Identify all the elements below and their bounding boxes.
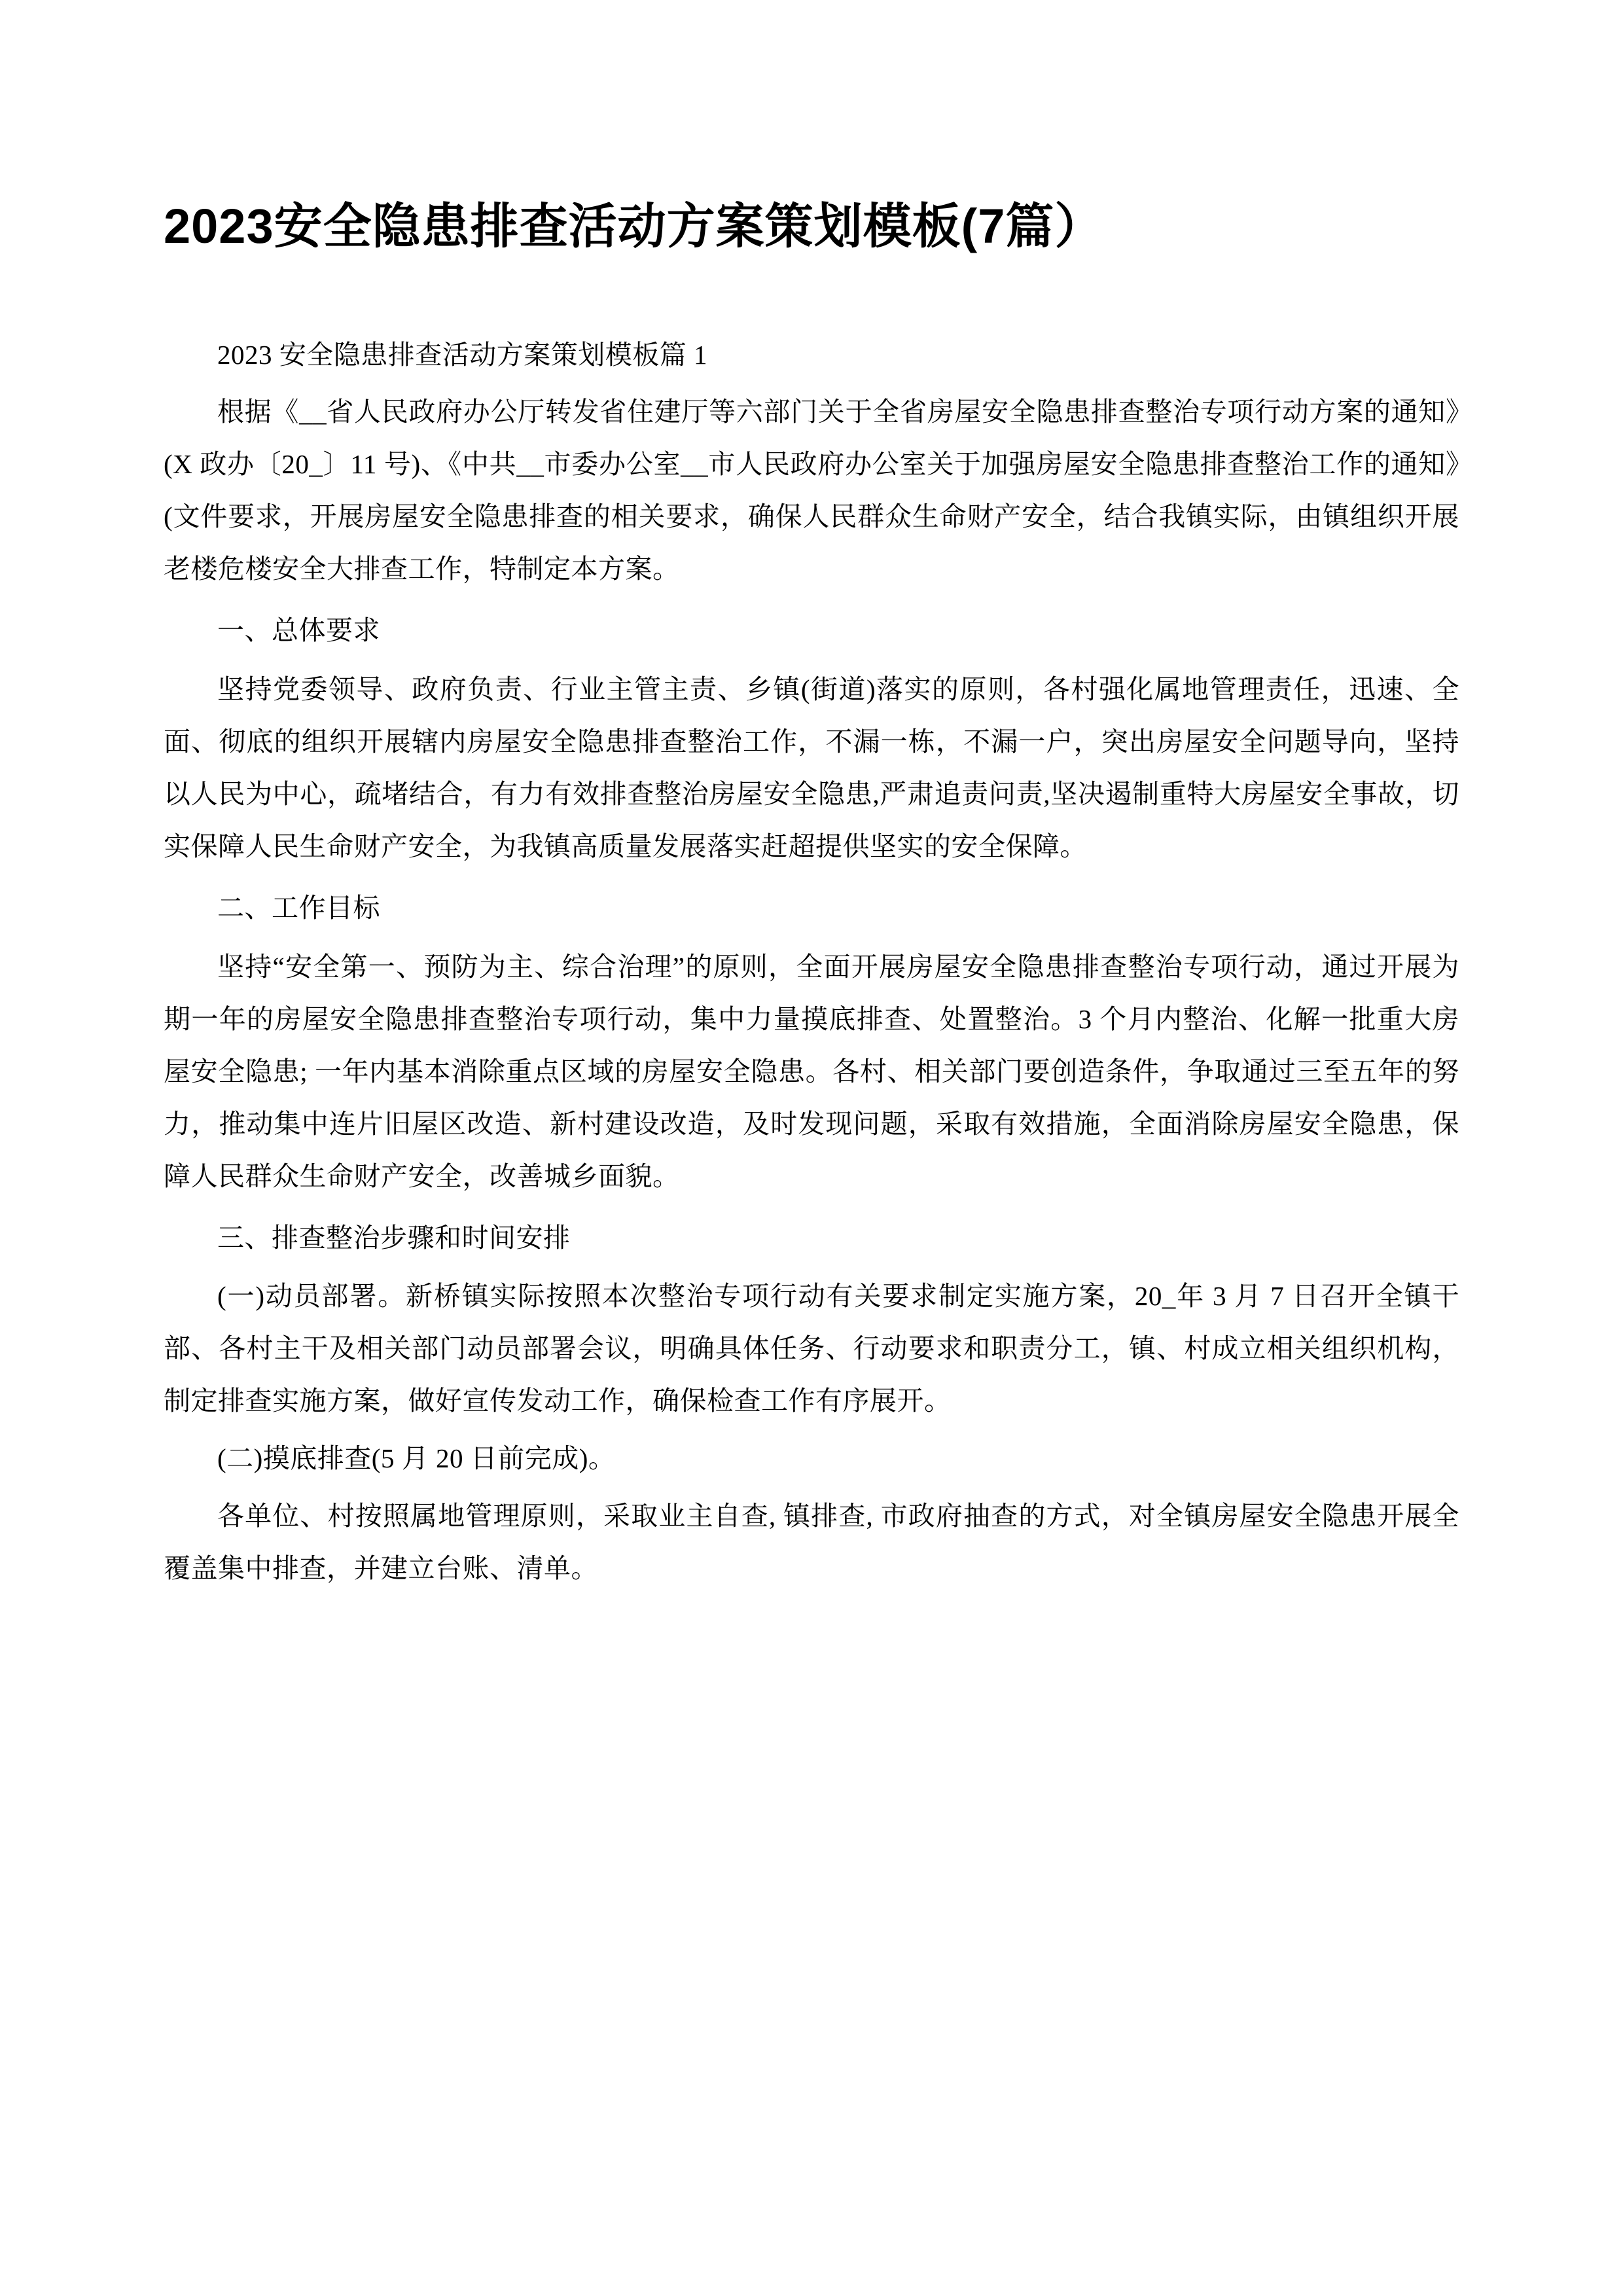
- paragraph-survey-detail: 各单位、村按照属地管理原则，采取业主自查, 镇排查, 市政府抽查的方式，对全镇房屋安全隐患开展全覆盖集中排查，并建立台账、清单。: [164, 1501, 1459, 1584]
- page-title: 2023安全隐患排查活动方案策划模板(7篇）: [164, 199, 1104, 253]
- paragraph-work-goals: 坚持“安全第一、预防为主、综合治理”的原则，全面开展房屋安全隐患排查整治专项行动，通过开展为期一年的房屋安全隐患排查整治专项行动，集中力量摸底排查、处置整治。3 个月内整治、化解一批重大房屋安全隐患; 一年内基本消除重点区域的房屋安全隐患。各村、相关部门要创造条件，争取通过三至五年的努力，推动集中连片旧屋区改造、新村建设改造，及时发现问题，采取有效措施，全面消除房屋安全隐患，保障人民群众生命财产安全，改善城乡面貌。: [164, 951, 1459, 1191]
- paragraph-basis: 根据《__省人民政府办公厅转发省住建厅等六部门关于全省房屋安全隐患排查整治专项行动方案的通知》(X 政办〔20_〕11 号)、《中共__市委办公室__市人民政府办公室关于加强房屋安全隐患排查整治工作的通知》(文件要求，开展房屋安全隐患排查的相关要求，确保人民群众生命财产安全，结合我镇实际，由镇组织开展老楼危楼安全大排查工作，特制定本方案。: [164, 397, 1459, 584]
- section-heading-overall-requirements: 一、总体要求: [217, 615, 380, 646]
- paragraph-mobilization: (一)动员部署。新桥镇实际按照本次整治专项行动有关要求制定实施方案，20_年 3 月 7 日召开全镇干部、各村主干及相关部门动员部署会议，明确具体任务、行动要求和职责分工，镇、村成立相关组织机构，制定排查实施方案，做好宣传发动工作，确保检查工作有序展开。: [164, 1281, 1459, 1416]
- document-body: [164, 329, 1459, 1596]
- paragraph-survey-heading: (二)摸底排查(5 月 20 日前完成)。: [217, 1443, 616, 1474]
- document-subtitle: 2023 安全隐患排查活动方案策划模板篇 1: [217, 339, 707, 370]
- section-heading-steps-schedule: 三、排查整治步骤和时间安排: [217, 1222, 571, 1253]
- paragraph-overall-requirements: 坚持党委领导、政府负责、行业主管主责、乡镇(街道)落实的原则，各村强化属地管理责任，迅速、全面、彻底的组织开展辖内房屋安全隐患排查整治工作，不漏一栋，不漏一户，突出房屋安全问题导向，坚持以人民为中心，疏堵结合，有力有效排查整治房屋安全隐患,严肃追责问责,坚决遏制重特大房屋安全事故，切实保障人民生命财产安全，为我镇高质量发展落实赶超提供坚实的安全保障。: [164, 674, 1459, 861]
- section-heading-work-goals: 二、工作目标: [217, 892, 380, 923]
